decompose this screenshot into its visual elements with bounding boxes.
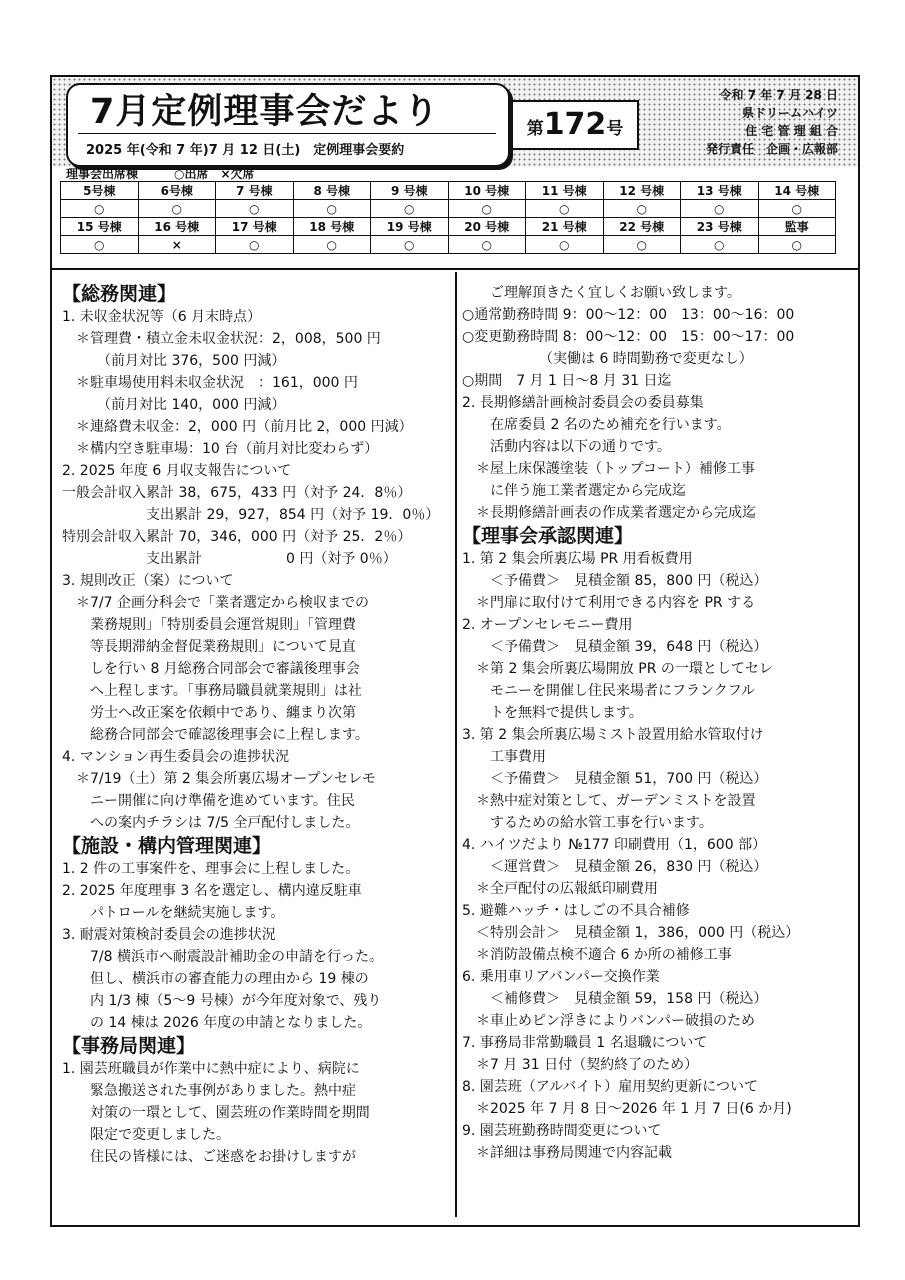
org-name-line2: 住 宅 管 理 組 合 (745, 124, 838, 138)
text-line: 6. 乗用車リアバンパー交換作業 (462, 969, 660, 985)
text-line: 1. 第 2 集会所裏広場 PR 用看板費用 (462, 551, 693, 567)
newsletter-subtitle: 2025 年(令和 7 年)7 月 12 日(土) 定例理事会要約 (86, 143, 405, 158)
building-label: 16 号棟 (138, 218, 216, 236)
text-line: 活動内容は以下の通りです。 (462, 439, 671, 455)
attendance-mark: ○ (138, 200, 216, 218)
text-line: 3. 第 2 集会所裏広場ミスト設置用給水管取付け (462, 727, 764, 743)
attendance-row (61, 182, 836, 200)
building-label: 13 号棟 (681, 182, 759, 200)
issue-date: 令和 7 年 7 月 28 日 (719, 88, 838, 102)
column-divider (455, 272, 457, 1217)
attendance-mark: ○ (681, 236, 759, 254)
text-line: ＊車止めピン浮きによりバンパー破損のため (462, 1013, 756, 1029)
issue-suffix: 号 (606, 119, 624, 139)
text-line: 2. 長期修繕計画検討委員会の委員募集 (462, 395, 704, 411)
text-line: 4. マンション再生委員会の進捗状況 (62, 749, 290, 765)
text-line: ○期間 7 月 1 日～8 月 31 日迄 (462, 373, 672, 389)
text-line: に伴う施工業者選定から完成迄 (462, 483, 686, 499)
text-line: 支出累計 29，927，854 円（対予 19．0％） (62, 507, 440, 523)
text-line: 3. 耐震対策検討委員会の進捗状況 (62, 927, 276, 943)
text-line: 等長期滞納金督促業務規則」について見直 (62, 639, 356, 655)
section-heading: 【施設・構内管理関連】 (62, 835, 272, 857)
attendance-caption: 理事会出席棟 ○出席 ×欠席 (66, 167, 255, 181)
text-line: 在席委員 2 名のため補充を行います。 (462, 417, 731, 433)
text-line: ＊7 月 31 日付（契約終了のため） (462, 1057, 699, 1073)
text-line: 対策の一環として、園芸班の作業時間を期間 (62, 1105, 370, 1121)
building-label: 14 号棟 (758, 182, 836, 200)
header-separator (52, 268, 858, 270)
text-line: ＜運営費＞ 見積金額 26，830 円（税込） (462, 859, 768, 875)
building-label: 6号棟 (138, 182, 216, 200)
text-line: トを無料で提供します。 (462, 705, 643, 721)
section-heading: 【総務関連】 (62, 283, 177, 305)
text-line: 7. 事務局非常勤職員 1 名退職について (462, 1035, 708, 1051)
publisher-line: 発行責任 企画・広報部 (705, 142, 838, 156)
text-line: ＊構内空き駐車場：10 台（前月対比変わらず） (62, 441, 379, 457)
text-line: ＊駐車場使用料未収金状況 ：161，000 円 (62, 375, 358, 391)
text-line: 緊急搬送された事例がありました。熱中症 (62, 1083, 356, 1099)
issue-prefix: 第 (526, 119, 544, 139)
text-line: ＊熱中症対策として、ガーデンミストを設置 (462, 793, 756, 809)
section-heading: 【事務局関連】 (62, 1035, 196, 1057)
building-label: 5号棟 (61, 182, 139, 200)
newsletter-title: 7月定例理事会だより (90, 92, 440, 132)
text-line: へ上程します。「事務局職員就業規則」は社 (62, 683, 362, 699)
text-line: ＊長期修繕計画表の作成業者選定から完成迄 (462, 505, 756, 521)
left-column (62, 282, 450, 1168)
building-label: 21 号棟 (526, 218, 604, 236)
text-line: 工事費用 (462, 749, 546, 765)
text-line: 業務規則」「特別委員会運営規則」「管理費 (62, 617, 356, 633)
text-line: ＊第 2 集会所裏広場開放 PR の一環としてセレ (462, 661, 773, 677)
attendance-mark: ○ (61, 236, 139, 254)
text-line: ニー開催に向け準備を進めています。住民 (62, 793, 355, 809)
text-line: 労士へ改正案を依頼中であり、纏まり次第 (62, 705, 356, 721)
text-line: ＊屋上床保護塗装（トップコート）補修工事 (462, 461, 755, 477)
text-line: 総務合同部会で確認後理事会に上程します。 (62, 727, 369, 743)
attendance-mark: ○ (371, 200, 449, 218)
text-line: への案内チラシは 7/5 全戸配付しました。 (62, 815, 360, 831)
text-line: 1. 園芸班職員が作業中に熱中症により、病院に (62, 1061, 360, 1077)
text-line: ＊門扉に取付けて利用できる内容を PR する (462, 595, 756, 611)
building-label: 11 号棟 (526, 182, 604, 200)
text-line: ＜特別会計＞ 見積金額 1，386，000 円（税込） (462, 925, 800, 941)
attendance-mark: ○ (448, 236, 526, 254)
text-line: ＊7/7 企画分科会で「業者選定から検収までの (62, 595, 369, 611)
text-line: 8. 園芸班（アルバイト）雇用契約更新について (462, 1079, 758, 1095)
text-line: 2. オープンセレモニー費用 (462, 617, 633, 633)
attendance-mark: ○ (216, 236, 294, 254)
text-line: しを行い 8 月総務合同部会で審議後理事会 (62, 661, 360, 677)
building-label: 8 号棟 (293, 182, 371, 200)
text-line: ○通常勤務時間 9：00～12：00 13：00～16：00 (462, 307, 795, 323)
text-line: ＊連絡費未収金：2，000 円（前月比 2，000 円減） (62, 419, 413, 435)
text-line: の 14 棟は 2026 年度の申請となりました。 (62, 1015, 372, 1031)
attendance-table (60, 181, 836, 254)
section-heading: 【理事会承認関連】 (462, 525, 634, 547)
text-line: 住民の皆様には、ご迷惑をお掛けしますが (62, 1149, 356, 1165)
attendance-mark: ○ (61, 200, 139, 218)
attendance-mark: ○ (603, 200, 681, 218)
attendance-mark: ○ (758, 236, 836, 254)
attendance-mark: × (138, 236, 216, 254)
building-label: 7 号棟 (216, 182, 294, 200)
text-line: （実働は 6 時間勤務で変更なし） (462, 351, 753, 367)
text-line: 限定で変更しました。 (62, 1127, 230, 1143)
attendance-mark: ○ (603, 236, 681, 254)
right-column (462, 282, 854, 1164)
attendance-mark: ○ (526, 200, 604, 218)
building-label: 10 号棟 (448, 182, 526, 200)
text-line: パトロールを継続実施します。 (62, 905, 285, 921)
text-line: 特別会計収入累計 70，346，000 円（対予 25．2％） (62, 529, 412, 545)
text-line: 1. 未収金状況等（6 月末時点） (62, 309, 262, 325)
building-label: 20 号棟 (448, 218, 526, 236)
org-name-line1: 県ドリームハイツ (741, 106, 838, 120)
text-line: ＜補修費＞ 見積金額 59，158 円（税込） (462, 991, 768, 1007)
building-label: 22 号棟 (603, 218, 681, 236)
text-line: （前月対比 376，500 円減） (62, 353, 286, 369)
attendance-mark: ○ (216, 200, 294, 218)
text-line: ＜予備費＞ 見積金額 39，648 円（税込） (462, 639, 768, 655)
building-label: 監事 (758, 218, 836, 236)
text-line: ＊全戸配付の広報紙印刷費用 (462, 881, 658, 897)
text-line: 1. 2 件の工事案件を、理事会に上程しました。 (62, 861, 360, 877)
building-label: 12 号棟 (603, 182, 681, 200)
text-line: 4. ハイツだより №177 印刷費用（1，600 部） (462, 837, 767, 853)
text-line: ＊消防設備点検不適合 6 か所の補修工事 (462, 947, 732, 963)
attendance-mark: ○ (526, 236, 604, 254)
text-line: ＊管理費・積立金未収金状況：2，008，500 円 (62, 331, 381, 347)
attendance-row (61, 218, 836, 236)
text-line: 支出累計 0 円（対予 0％） (62, 551, 397, 567)
publisher-info (642, 86, 838, 158)
text-line: ＊詳細は事務局関連で内容記載 (462, 1145, 672, 1161)
text-line: 2. 2025 年度理事 3 名を選定し、構内違反駐車 (62, 883, 362, 899)
text-line: ＊2025 年 7 月 8 日～2026 年 1 月 7 日(6 か月) (462, 1101, 792, 1117)
text-line: ＜予備費＞ 見積金額 85，800 円（税込） (462, 573, 768, 589)
building-label: 18 号棟 (293, 218, 371, 236)
text-line: 一般会計収入累計 38，675，433 円（対予 24．8％） (62, 485, 412, 501)
text-line: 3. 規則改正（案）について (62, 573, 234, 589)
text-line: 但し、横浜市の審査能力の理由から 19 棟の (62, 971, 369, 987)
text-line: 9. 園芸班勤務時間変更について (462, 1123, 662, 1139)
text-line: 2. 2025 年度 6 月収支報告について (62, 463, 292, 479)
attendance-mark: ○ (681, 200, 759, 218)
attendance-mark: ○ (293, 200, 371, 218)
building-label: 15 号棟 (61, 218, 139, 236)
text-line: ご理解頂きたく宜しくお願い致します。 (462, 285, 741, 301)
attendance-row (61, 200, 836, 218)
text-line: ＊7/19（土）第 2 集会所裏広場オープンセレモ (62, 771, 376, 787)
issue-number: 172 (543, 107, 607, 142)
building-label: 19 号棟 (371, 218, 449, 236)
title-divider (78, 133, 496, 134)
text-line: 7/8 横浜市へ耐震設計補助金の申請を行った。 (62, 949, 383, 965)
text-line: ＜予備費＞ 見積金額 51，700 円（税込） (462, 771, 768, 787)
attendance-mark: ○ (448, 200, 526, 218)
building-label: 9 号棟 (371, 182, 449, 200)
text-line: するための給水管工事を行います。 (462, 815, 713, 831)
attendance-mark: ○ (758, 200, 836, 218)
issue-number-box (511, 100, 639, 150)
building-label: 17 号棟 (216, 218, 294, 236)
text-line: 内 1/3 棟（5～9 号棟）が今年度対象で、残り (62, 993, 382, 1009)
building-label: 23 号棟 (681, 218, 759, 236)
attendance-row (61, 236, 836, 254)
text-line: モニーを開催し住民来場者にフランクフル (462, 683, 756, 699)
attendance-mark: ○ (293, 236, 371, 254)
attendance-mark: ○ (371, 236, 449, 254)
text-line: （前月対比 140，000 円減） (62, 397, 286, 413)
text-line: ○変更勤務時間 8：00～12：00 15：00～17：00 (462, 329, 795, 345)
text-line: 5. 避難ハッチ・はしごの不具合補修 (462, 903, 690, 919)
